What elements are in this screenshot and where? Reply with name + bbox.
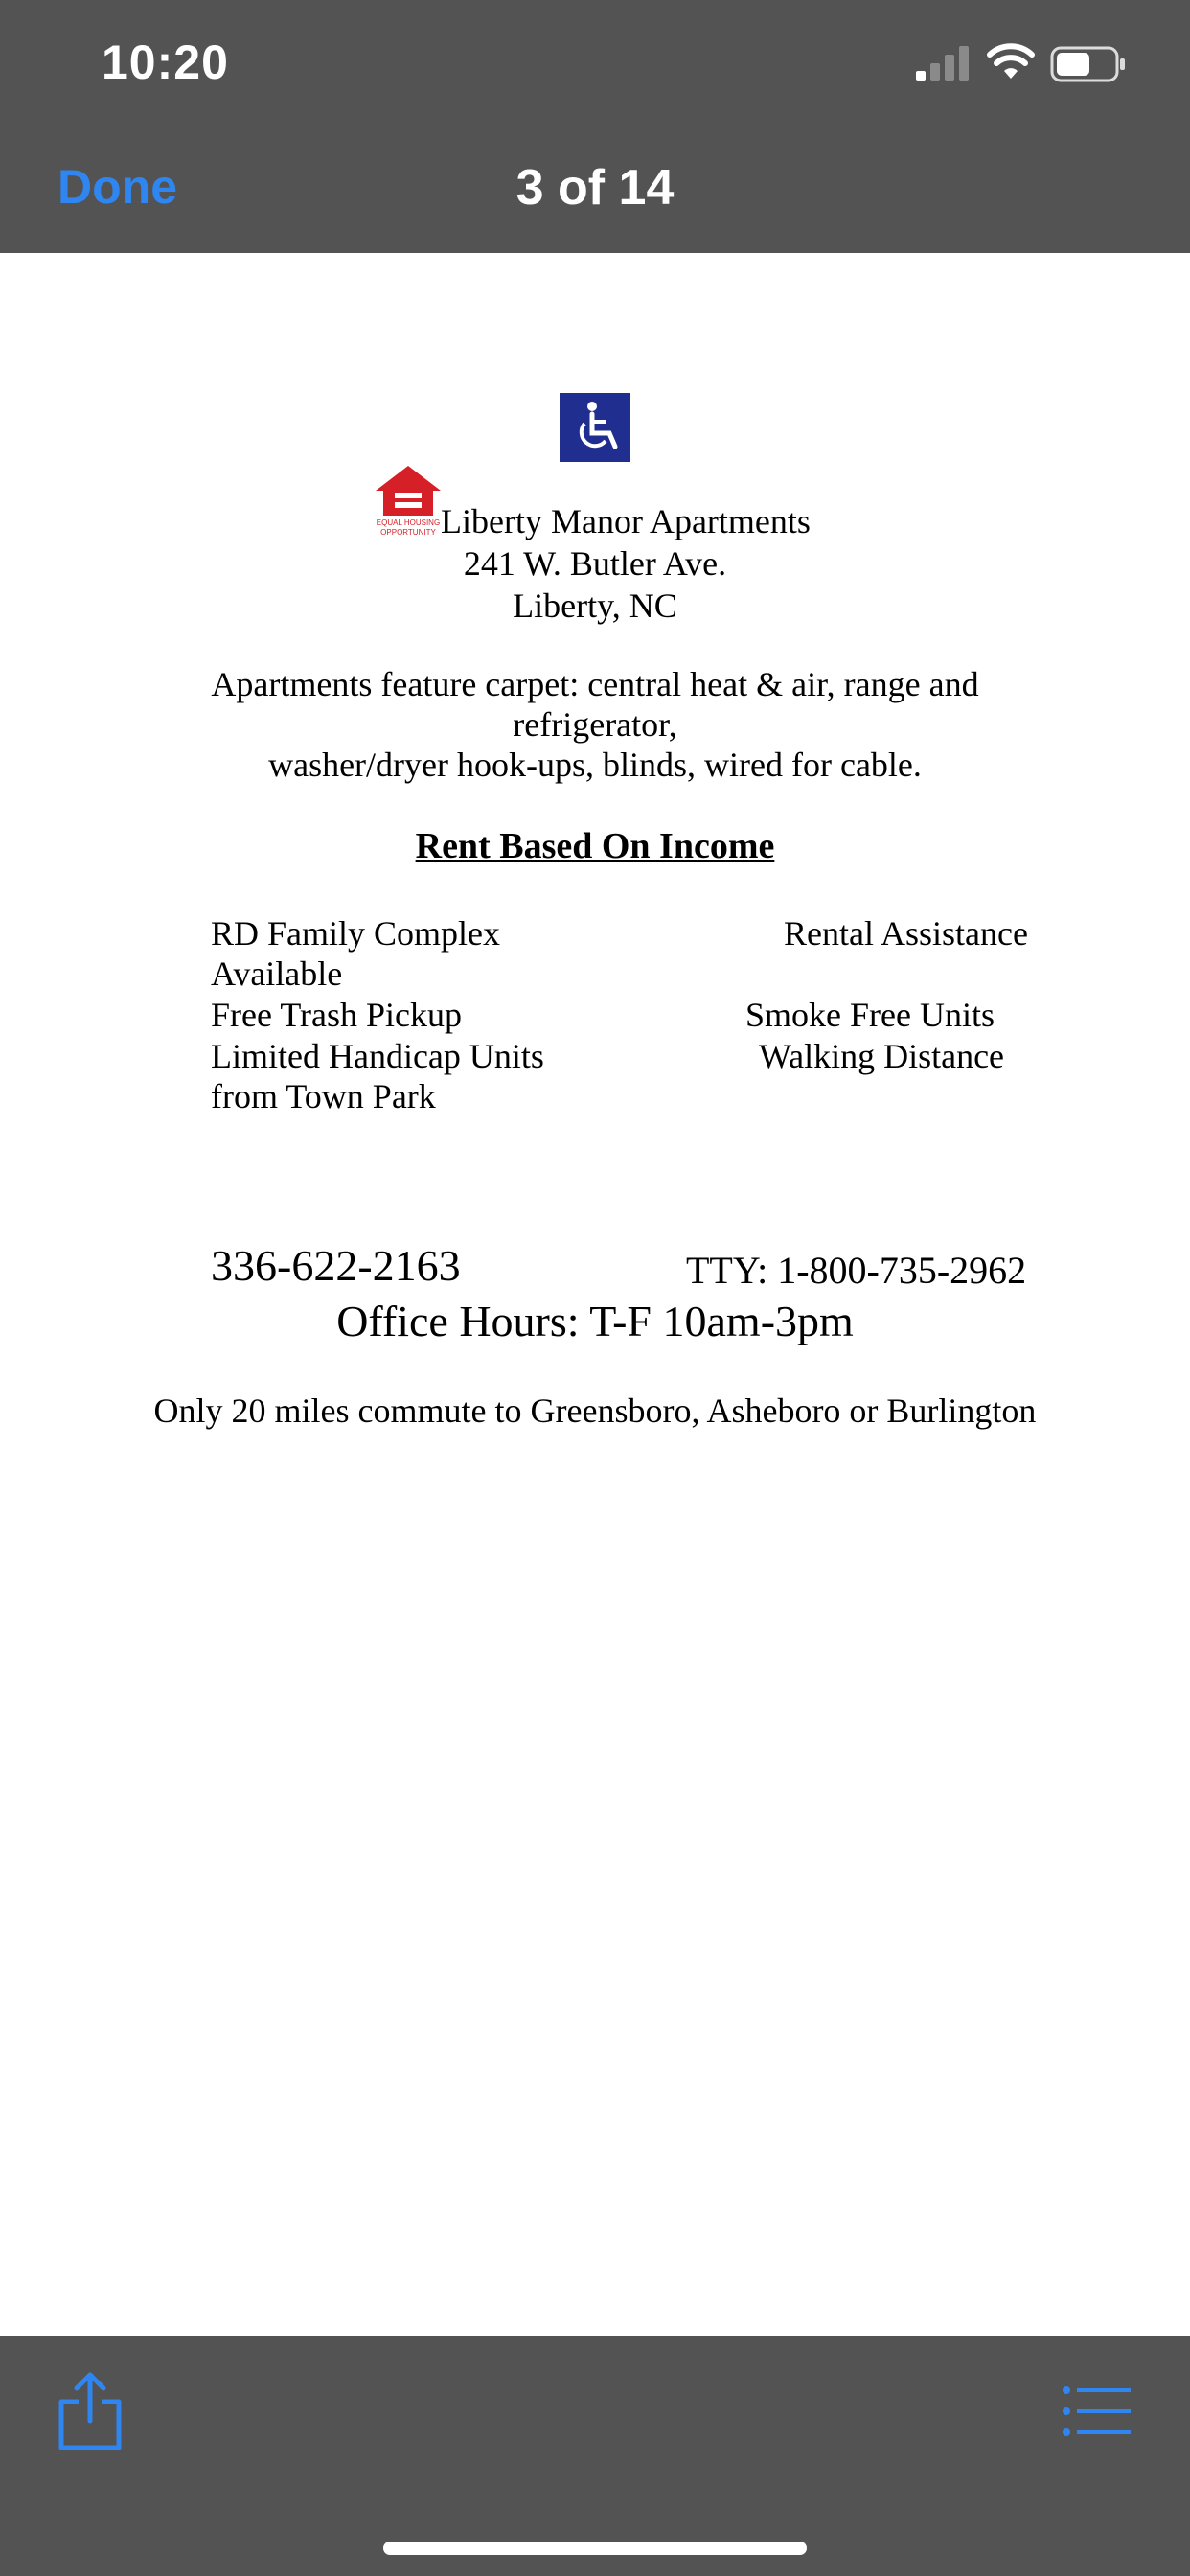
city-line: Liberty, NC (513, 586, 677, 625)
left-item: Limited Handicap Units (211, 1037, 544, 1075)
features-line-2: refrigerator, (513, 705, 677, 744)
commute-note: Only 20 miles commute to Greensboro, Asheboro or Burlington (153, 1392, 1037, 1430)
done-button[interactable]: Done (57, 160, 177, 214)
left-item: RD Family Complex (211, 914, 501, 953)
right-item: Walking Distance (759, 1037, 1005, 1075)
top-bar (0, 0, 1190, 253)
share-icon[interactable] (56, 2371, 125, 2451)
features-line-3: washer/dryer hook-ups, blinds, wired for cable. (268, 746, 922, 784)
status-time: 10:20 (102, 35, 229, 89)
home-indicator (383, 2542, 807, 2555)
document-page (0, 253, 1190, 2336)
right-item: Rental Assistance (784, 914, 1028, 953)
tty-number: TTY: 1-800-735-2962 (686, 1249, 1027, 1292)
svg-text:OPPORTUNITY: OPPORTUNITY (380, 528, 436, 537)
right-item: Smoke Free Units (745, 996, 995, 1034)
left-item: Available (211, 954, 343, 993)
battery-icon (1050, 46, 1127, 82)
wheelchair-icon (560, 393, 630, 462)
address-line: 241 W. Butler Ave. (463, 544, 727, 583)
rent-heading: Rent Based On Income (415, 826, 775, 866)
equal-housing-logo-text: EQUAL HOUSING (376, 518, 441, 527)
office-hours: Office Hours: T-F 10am-3pm (336, 1297, 854, 1346)
left-item: from Town Park (211, 1077, 436, 1116)
equal-housing-icon (370, 464, 446, 537)
bottom-toolbar (0, 2336, 1190, 2576)
page-counter: 3 of 14 (515, 160, 675, 216)
wifi-icon (987, 42, 1035, 80)
signal-icon (916, 46, 970, 80)
left-item: Free Trash Pickup (211, 996, 463, 1034)
phone-number: 336-622-2163 (211, 1241, 461, 1290)
list-icon[interactable] (1062, 2384, 1131, 2438)
features-line-1: Apartments feature carpet: central heat & air, range and (211, 665, 979, 703)
complex-title: Liberty Manor Apartments (441, 502, 811, 540)
